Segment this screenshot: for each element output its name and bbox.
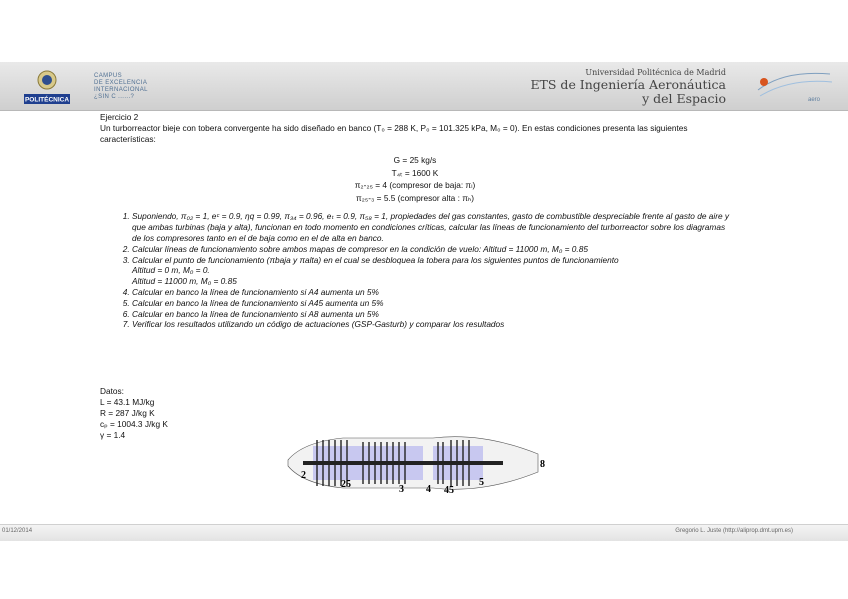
logo-text: POLITÉCNICA [24, 96, 70, 104]
campus-line: INTERNACIONAL [94, 87, 148, 93]
station-label: 45 [444, 485, 454, 494]
equation-t4t: T₄ₜ = 1600 K [391, 167, 439, 178]
university-name: Universidad Politécnica de Madrid [585, 68, 726, 77]
campus-line: CAMPUS [94, 73, 123, 79]
campus-line: ¿SIN C ......? [94, 94, 135, 100]
exercise-intro: Un turborreactor bieje con tobera convergente ha sido diseñado en banco (T₀ = 288 K, P₀ = 101.325 kPa, M₀ = 0). En estas condiciones presenta las siguientes características: [100, 122, 688, 144]
campus-line: DE EXCELENCIA [94, 80, 148, 86]
exercise-content [100, 112, 730, 330]
upm-logo [22, 68, 72, 106]
design-equations [100, 154, 730, 204]
exercise-item: 2. Calcular líneas de funcionamiento sobre ambos mapas de compresor en la condición de vuelo: Altitud = 11000 m, M₀ = 0.85 [132, 244, 730, 255]
station-label: 4 [426, 484, 431, 494]
header-banner [0, 62, 848, 111]
exercise-item: 7. Verificar los resultados utilizando un código de actuaciones (GSP-Gasturb) y comparar los resultados [132, 319, 730, 330]
exercise-items [100, 211, 730, 330]
station-label: 2 [301, 470, 306, 481]
data-line: L = 43.1 MJ/kg [100, 397, 155, 407]
aero-logo-text: aero [808, 97, 821, 103]
station-label: 25 [341, 479, 351, 490]
equation-pi-high: π₂₅-₃ = 5.5 (compresor alta : πₕ) [355, 192, 475, 203]
station-label: 3 [399, 484, 404, 494]
campus-text [94, 73, 148, 101]
equation-pi-low: π₂-₂₅ = 4 (compresor de baja: πₗ) [354, 180, 476, 191]
exercise-title: Ejercicio 2 [100, 112, 139, 122]
aero-logo [754, 68, 834, 106]
exercise-item: 6. Calcular en banco la línea de funcionamiento si A8 aumenta un 5% [132, 309, 730, 320]
equation-mass-flow: G = 25 kg/s [393, 155, 437, 166]
data-block [100, 386, 168, 441]
operating-point: Altitud = 0 m, M₀ = 0. [132, 265, 210, 276]
station-label: 8 [540, 459, 545, 470]
exercise-item [132, 255, 730, 287]
data-title: Datos: [100, 386, 124, 396]
data-line: γ = 1.4 [100, 430, 126, 440]
data-line: cₚ = 1004.3 J/kg K [100, 419, 168, 429]
data-line: R = 287 J/kg K [100, 408, 155, 418]
operating-point: Altitud = 11000 m, M₀ = 0.85 [132, 276, 237, 287]
exercise-item: 5. Calcular en banco la línea de funcionamiento si A45 aumenta un 5% [132, 298, 730, 309]
turbojet-diagram [283, 432, 553, 494]
school-name-line1: ETS de Ingeniería Aeronáutica [530, 77, 726, 92]
exercise-item-text: Calcular el punto de funcionamiento (πbaja y πalta) en el cual se desbloquea la tobera para los siguientes puntos de funcionamiento [132, 254, 619, 265]
exercise-item: 1. Suponiendo, π₀₂ = 1, eᶜ = 0.9, ηq = 0.99, π₃₄ = 0.96, eₜ = 0.9, π₅₈ = 1, propiedades del gas constantes, gasto de combustible despreciable frente al gasto de aire y que ambas turbinas (baja y alta), funcionan en todo momento en condiciones críticas, calcular las líneas de funcionamiento del turborreactor sobre los diagramas de los compresores tanto en el de baja como en el de alta en banco. [132, 211, 730, 243]
station-label: 5 [479, 477, 484, 488]
exercise-item: 4. Calcular en banco la línea de funcionamiento si A4 aumenta un 5% [132, 287, 730, 298]
footer-author: Gregorio L. Juste (http://aliprop.dmt.upm.es) [675, 528, 793, 534]
footer-date: 01/12/2014 [2, 528, 33, 534]
school-name-line2: y del Espacio [642, 91, 726, 106]
